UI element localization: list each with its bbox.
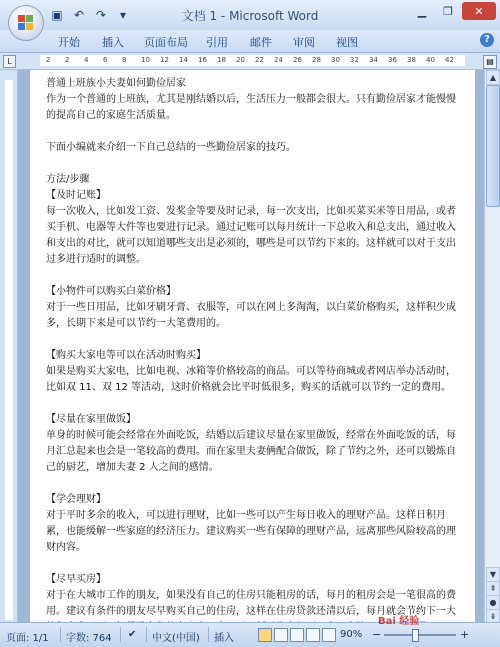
zoom-out-icon[interactable]: − <box>372 628 382 641</box>
ruler-number: 18 <box>217 56 226 64</box>
insert-mode[interactable]: 插入 <box>214 633 234 644</box>
paragraph: 对于在大城市工作的朋友，如果没有自己的住房只能租房的话，每月的租房会是一笔很高的费用。建议有条件的朋友尽早购买自己的住房，这样在住房贷款还清以后，每月就会节约下一大 <box>46 590 456 617</box>
ruler-number: 40 <box>426 56 435 64</box>
ruler-number: 22 <box>255 56 264 64</box>
tab-view[interactable]: 视图 <box>336 36 358 49</box>
customize-qat-icon[interactable]: ▾ <box>119 8 127 22</box>
ruler-number: 38 <box>407 56 416 64</box>
section-heading: 【小物件可以购买白菜价格】 <box>46 286 176 297</box>
scroll-down-icon[interactable]: ▼ <box>486 567 500 582</box>
tab-selector[interactable]: L <box>3 55 16 68</box>
browse-object-icon[interactable]: ● <box>486 595 500 610</box>
scroll-thumb[interactable] <box>486 85 500 207</box>
window-controls <box>410 2 496 20</box>
save-icon[interactable]: ▣ <box>51 8 63 22</box>
section-heading: 【购买大家电等可以在活动时购买】 <box>46 350 206 361</box>
blank-line <box>46 476 464 492</box>
ruler-number: 2 <box>46 56 51 64</box>
minimize-icon[interactable]: ▁ <box>417 4 427 18</box>
paragraph: 下面小编就来介绍一下自己总结的一些勤俭居家的技巧。 <box>46 142 296 153</box>
horizontal-ruler <box>0 53 500 70</box>
ruler-number: 14 <box>179 56 188 64</box>
vertical-scrollbar[interactable] <box>484 70 500 622</box>
ruler-number: 10 <box>141 56 150 64</box>
paragraph: 普通上班族小夫妻如何勤俭居家 <box>46 78 186 89</box>
tab-insert[interactable]: 插入 <box>102 36 124 49</box>
document-page[interactable] <box>30 70 475 622</box>
ruler-number: 6 <box>103 56 108 64</box>
word-count[interactable]: 字数: 764 <box>66 633 112 644</box>
title-bar <box>0 0 500 31</box>
vertical-ruler-strip <box>5 80 13 620</box>
section-heading: 【尽量在家里做饭】 <box>46 414 136 425</box>
office-logo-icon <box>18 15 33 30</box>
tab-review[interactable]: 审阅 <box>293 36 315 49</box>
paragraph: 对于平时多余的收入，可以进行理财，比如一些可以产生每日收入的理财产品。这样日积月累，也能缓解一些家庭的经济压力。建议购买一些有保障的理财产品，远离那些风险较高的理财内容。 <box>46 510 456 553</box>
page-count[interactable]: 页面: 1/1 <box>6 633 49 644</box>
close-icon[interactable]: ✕ <box>462 2 496 20</box>
ruler-number: 42 <box>445 56 454 64</box>
vertical-ruler <box>0 70 18 622</box>
ruler-number: 2 <box>65 56 70 64</box>
status-bar <box>0 622 500 647</box>
help-icon[interactable]: ? <box>480 33 494 47</box>
maximize-icon[interactable]: ❐ <box>443 4 453 18</box>
blank-line <box>46 268 464 284</box>
full-screen-reading-icon[interactable] <box>274 628 288 642</box>
ruler-number: 8 <box>122 56 127 64</box>
paragraph: 方法/步骤 <box>46 174 90 185</box>
zoom-level[interactable]: 90% <box>340 629 363 640</box>
ribbon-tabs <box>0 30 500 53</box>
ruler-number: 36 <box>388 56 397 64</box>
zoom-in-icon[interactable]: + <box>460 628 470 641</box>
tab-page-layout[interactable]: 页面布局 <box>144 36 188 49</box>
separator <box>120 627 121 642</box>
ruler-number: 34 <box>369 56 378 64</box>
window-title: 文档 1 - Microsoft Word <box>181 9 319 23</box>
document-area <box>18 70 484 622</box>
redo-icon[interactable]: ↷ <box>95 8 107 22</box>
previous-page-icon[interactable]: ⇞ <box>486 581 500 596</box>
ruler-number: 30 <box>331 56 340 64</box>
ruler-numbers <box>40 55 465 66</box>
separator <box>60 627 61 642</box>
next-page-icon[interactable]: ⇟ <box>486 609 500 624</box>
ruler-number: 16 <box>198 56 207 64</box>
section-heading: 【尽早买房】 <box>46 574 106 585</box>
undo-icon[interactable]: ↶ <box>73 8 85 22</box>
section-heading: 【及时记账】 <box>46 190 106 201</box>
office-button[interactable] <box>8 5 44 41</box>
paragraph: 单身的时候可能会经常在外面吃饭，结婚以后建议尽量在家里做饭，经常在外面吃饭的话，每月汇总起来也会是一笔较高的费用。而在家里夫妻俩配合做饭，除了节约之外，还可以锻炼自己的厨艺，增加夫妻 2 人之间的感情。 <box>46 430 456 473</box>
blank-line <box>46 396 464 412</box>
tab-references[interactable]: 引用 <box>206 36 228 49</box>
zoom-slider[interactable] <box>384 634 456 636</box>
tab-mailings[interactable]: 邮件 <box>250 36 272 49</box>
paragraph: 每一次收入，比如发工资、发奖金等要及时记录，每一次支出，比如买菜买米等日用品，或者买手机、电器等大件等也要进行记录。通过记账可以每月统计一下总收入和总支出，通过收入和支出的对比，就可以知道哪些支出是必须的，哪些是可以节约下来的。这样就可以对于支出过多进行适时的调整。 <box>46 206 456 265</box>
ruler-number: 32 <box>350 56 359 64</box>
outline-view-icon[interactable] <box>306 628 320 642</box>
scroll-up-icon[interactable]: ▲ <box>486 70 500 85</box>
web-layout-icon[interactable] <box>290 628 304 642</box>
paragraph: 如果是购买大家电，比如电视、冰箱等价格较高的商品。可以等待商城或者网店举办活动时，比如双 11、双 12 等活动，这时价格就会比平时低很多，购买的话就可以节约一定的费用。 <box>46 366 456 393</box>
blank-line <box>46 124 464 140</box>
proofing-icon[interactable]: ✔ <box>128 629 137 640</box>
ruler-number: 28 <box>312 56 321 64</box>
ruler-number: 20 <box>236 56 245 64</box>
ruler-number: 26 <box>293 56 302 64</box>
tab-home[interactable]: 开始 <box>58 36 80 49</box>
separator <box>146 627 147 642</box>
blank-line <box>46 556 464 572</box>
blank-line <box>46 156 464 172</box>
draft-view-icon[interactable] <box>322 628 336 642</box>
print-layout-icon[interactable] <box>258 628 272 642</box>
ruler-number: 24 <box>274 56 283 64</box>
paragraph: 对于一些日用品，比如牙刷牙膏、衣服等，可以在网上多淘淘，以白菜价格购买，这样积少成多，长期下来是可以节约一大笔费用的。 <box>46 302 456 329</box>
section-heading: 【学会理财】 <box>46 494 106 505</box>
ruler-number: 4 <box>84 56 89 64</box>
zoom-slider-thumb[interactable] <box>412 629 419 642</box>
document-text[interactable] <box>46 76 464 622</box>
paragraph: 作为一个普通的上班族，尤其是刚结婚以后，生活压力一般都会很大。只有勤俭居家才能慢慢的提高自己的家庭生活质量。 <box>46 94 456 121</box>
blank-line <box>46 332 464 348</box>
language-indicator[interactable]: 中文(中国) <box>152 633 200 644</box>
separator <box>208 627 209 642</box>
watermark-logo: Bai 经验 <box>378 616 420 627</box>
ruler-number: 12 <box>160 56 169 64</box>
view-ruler-icon[interactable]: ▤ <box>483 55 497 69</box>
